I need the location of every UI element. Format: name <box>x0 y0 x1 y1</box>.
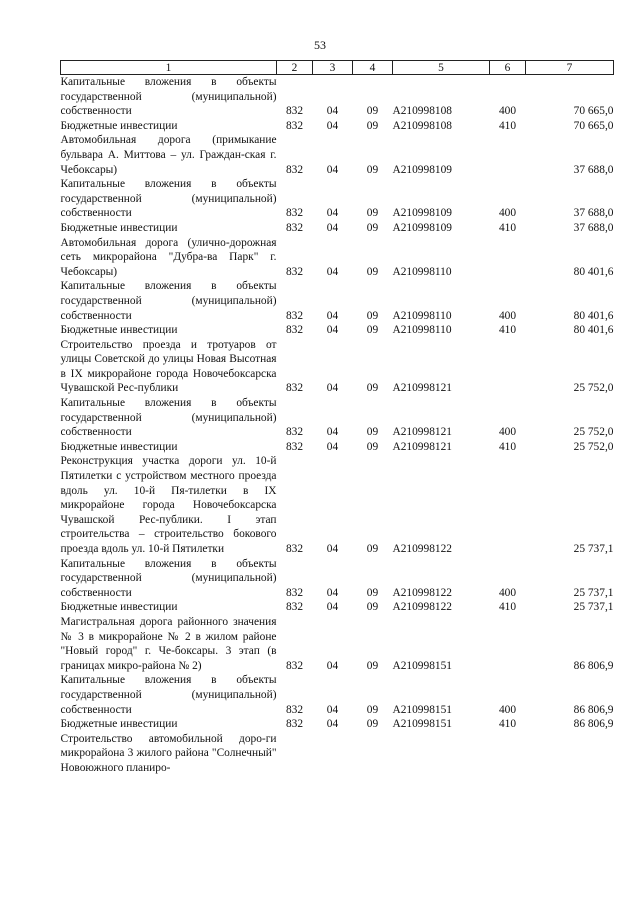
name-cell: Капитальные вложения в объекты государственной (муниципальной) собственности <box>60 557 277 599</box>
table-header <box>61 61 614 75</box>
amount-cell: 37 688,0 <box>573 207 614 220</box>
table-row <box>61 323 614 338</box>
expense-type-cell: 410 <box>498 601 517 614</box>
section-cell: 04 <box>326 718 339 731</box>
amount-cell: 80 401,6 <box>573 309 614 322</box>
expense-type-cell: 410 <box>498 718 517 731</box>
section-cell: 04 <box>326 265 339 278</box>
ministry-cell: 832 <box>285 703 304 716</box>
subsection-cell: 09 <box>366 221 379 234</box>
expense-type-cell <box>490 732 526 776</box>
amount-cell: 25 737,1 <box>573 586 614 599</box>
section-cell: 04 <box>326 119 339 132</box>
subsection-cell: 09 <box>366 265 379 278</box>
ministry-cell: 832 <box>285 718 304 731</box>
name-cell: Автомобильная дорога (примыкание бульвара А. Миттова – ул. Граждан-ская г. Чебоксары) <box>60 134 277 176</box>
target-article-cell: А210998110 <box>392 265 452 278</box>
section-cell: 04 <box>326 659 339 672</box>
subsection-cell: 09 <box>366 586 379 599</box>
target-article-cell: А210998121 <box>392 426 452 439</box>
name-cell: Бюджетные инвестиции <box>60 119 178 132</box>
target-article-cell: А210998108 <box>392 119 452 132</box>
expense-type-cell <box>490 454 526 556</box>
page-number: 53 <box>314 38 326 52</box>
subsection-cell: 09 <box>366 119 379 132</box>
amount-cell: 86 806,9 <box>573 659 614 672</box>
name-cell: Капитальные вложения в объекты государственной (муниципальной) собственности <box>60 397 277 439</box>
table-row <box>61 440 614 455</box>
section-cell: 04 <box>326 105 339 118</box>
name-cell: Капитальные вложения в объекты государственной (муниципальной) собственности <box>60 280 277 322</box>
table-row <box>61 338 614 396</box>
budget-table <box>60 60 614 776</box>
subsection-cell: 09 <box>366 718 379 731</box>
target-article-cell: А210998151 <box>392 703 452 716</box>
subsection-cell: 09 <box>366 703 379 716</box>
table-row <box>61 717 614 732</box>
section-cell: 04 <box>326 324 339 337</box>
header-cell: 1 <box>61 61 277 75</box>
table-row <box>61 279 614 323</box>
ministry-cell: 832 <box>285 207 304 220</box>
amount-cell: 25 752,0 <box>573 426 614 439</box>
section-cell: 04 <box>326 309 339 322</box>
table-row <box>61 119 614 134</box>
section-cell <box>313 732 353 776</box>
section-cell: 04 <box>326 382 339 395</box>
target-article-cell: А210998109 <box>392 163 452 176</box>
target-article-cell: А210998151 <box>392 659 452 672</box>
ministry-cell: 832 <box>285 382 304 395</box>
expense-type-cell <box>490 133 526 177</box>
section-cell: 04 <box>326 703 339 716</box>
amount-cell: 25 737,1 <box>573 601 614 614</box>
subsection-cell: 09 <box>366 207 379 220</box>
subsection-cell: 09 <box>366 543 379 555</box>
amount-cell: 86 806,9 <box>573 718 614 731</box>
expense-type-cell <box>490 338 526 396</box>
expense-type-cell <box>490 615 526 673</box>
ministry-cell: 832 <box>285 221 304 234</box>
target-article-cell: А210998121 <box>392 440 452 453</box>
subsection-cell: 09 <box>366 440 379 453</box>
name-cell: Бюджетные инвестиции <box>60 718 178 731</box>
table-row <box>61 133 614 177</box>
ministry-cell: 832 <box>285 440 304 453</box>
subsection-cell: 09 <box>366 382 379 395</box>
name-cell: Капитальные вложения в объекты государственной (муниципальной) собственности <box>60 76 277 118</box>
expense-type-cell <box>490 236 526 280</box>
expense-type-cell: 400 <box>498 426 517 439</box>
amount-cell: 70 665,0 <box>573 105 614 118</box>
target-article-cell: А210998121 <box>392 382 452 395</box>
subsection-cell: 09 <box>366 163 379 176</box>
name-cell: Автомобильная дорога (улично-дорожная сеть микрорайона "Дубра-ва Парк" г. Чебоксары) <box>60 236 277 278</box>
expense-type-cell: 410 <box>498 119 517 132</box>
table-row <box>61 236 614 280</box>
ministry-cell: 832 <box>285 324 304 337</box>
table-row <box>61 600 614 615</box>
header-cell: 7 <box>526 61 614 75</box>
expense-type-cell: 400 <box>498 309 517 322</box>
name-cell: Бюджетные инвестиции <box>60 440 178 453</box>
amount-cell: 25 752,0 <box>573 382 614 395</box>
ministry-cell: 832 <box>285 119 304 132</box>
ministry-cell: 832 <box>285 426 304 439</box>
amount-cell: 86 806,9 <box>573 703 614 716</box>
target-article-cell: А210998122 <box>392 586 452 599</box>
amount-cell <box>526 732 614 776</box>
target-article-cell <box>393 732 490 776</box>
name-cell: Бюджетные инвестиции <box>60 221 178 234</box>
table-row <box>61 221 614 236</box>
amount-cell: 37 688,0 <box>573 163 614 176</box>
section-cell: 04 <box>326 163 339 176</box>
subsection-cell: 09 <box>366 426 379 439</box>
expense-type-cell: 400 <box>498 703 517 716</box>
target-article-cell: А210998151 <box>392 718 452 731</box>
target-article-cell: А210998110 <box>392 309 452 322</box>
amount-cell: 70 665,0 <box>573 119 614 132</box>
section-cell: 04 <box>326 440 339 453</box>
expense-type-cell: 410 <box>498 221 517 234</box>
name-cell: Строительство автомобильной доро-ги микрорайона 3 жилого района "Солнечный" Новоюжного планиро- <box>60 732 277 774</box>
ministry-cell <box>277 732 313 776</box>
table-row <box>61 454 614 556</box>
ministry-cell: 832 <box>285 601 304 614</box>
target-article-cell: А210998109 <box>392 207 452 220</box>
table-row <box>61 615 614 673</box>
expense-type-cell: 410 <box>498 324 517 337</box>
expense-type-cell: 400 <box>498 105 517 118</box>
name-cell: Бюджетные инвестиции <box>60 601 178 614</box>
section-cell: 04 <box>326 221 339 234</box>
header-cell: 5 <box>393 61 490 75</box>
ministry-cell: 832 <box>285 265 304 278</box>
target-article-cell: А210998108 <box>392 105 452 118</box>
name-cell: Магистральная дорога районного значения № 3 в микрорайоне № 2 в жилом районе "Новый город" г. Че-боксары. 3 этап (в границах микро-района № 2) <box>60 615 277 672</box>
name-cell: Строительство проезда и тротуаров от улицы Советской до улицы Новая Высотная в IX микрорайоне города Новочебоксарска Чувашской Рес-публики <box>60 338 277 395</box>
name-cell: Капитальные вложения в объекты государственной (муниципальной) собственности <box>60 674 277 716</box>
section-cell: 04 <box>326 426 339 439</box>
subsection-cell: 09 <box>366 324 379 337</box>
ministry-cell: 832 <box>285 659 304 672</box>
table-body <box>61 75 614 776</box>
table-row <box>61 396 614 440</box>
name-cell: Реконструкция участка дороги ул. 10-й Пятилетки с устройством местного проезда вдоль ул. 10-й Пя-тилетки в IX микрорайоне города Новочебоксарска Чувашской Рес-публики. I этап строительства – строительство бокового проезда вдоль ул. 10-й Пятилетки <box>60 455 277 555</box>
subsection-cell: 09 <box>366 105 379 118</box>
amount-cell: 80 401,6 <box>573 265 614 278</box>
header-cell: 2 <box>277 61 313 75</box>
table-row <box>61 177 614 221</box>
header-cell: 6 <box>490 61 526 75</box>
table-row <box>61 75 614 119</box>
target-article-cell: А210998122 <box>392 543 452 555</box>
expense-type-cell: 410 <box>498 440 517 453</box>
section-cell: 04 <box>326 207 339 220</box>
subsection-cell: 09 <box>366 659 379 672</box>
target-article-cell: А210998122 <box>392 601 452 614</box>
name-cell: Капитальные вложения в объекты государственной (муниципальной) собственности <box>60 178 277 220</box>
subsection-cell: 09 <box>366 309 379 322</box>
section-cell: 04 <box>326 586 339 599</box>
header-cell: 4 <box>353 61 393 75</box>
header-cell: 3 <box>313 61 353 75</box>
table-row <box>61 673 614 717</box>
amount-cell: 37 688,0 <box>573 221 614 234</box>
table-row <box>61 557 614 601</box>
target-article-cell: А210998109 <box>392 221 452 234</box>
expense-type-cell: 400 <box>498 207 517 220</box>
name-cell: Бюджетные инвестиции <box>60 324 178 337</box>
header-row <box>61 61 614 75</box>
section-cell: 04 <box>326 543 339 555</box>
ministry-cell: 832 <box>285 543 304 555</box>
table-row <box>61 732 614 776</box>
ministry-cell: 832 <box>285 309 304 322</box>
amount-cell: 25 737,1 <box>573 543 614 555</box>
section-cell: 04 <box>326 601 339 614</box>
amount-cell: 25 752,0 <box>573 440 614 453</box>
amount-cell: 80 401,6 <box>573 324 614 337</box>
target-article-cell: А210998110 <box>392 324 452 337</box>
expense-type-cell: 400 <box>498 586 517 599</box>
ministry-cell: 832 <box>285 163 304 176</box>
ministry-cell: 832 <box>285 105 304 118</box>
ministry-cell: 832 <box>285 586 304 599</box>
subsection-cell <box>353 732 393 776</box>
subsection-cell: 09 <box>366 601 379 614</box>
